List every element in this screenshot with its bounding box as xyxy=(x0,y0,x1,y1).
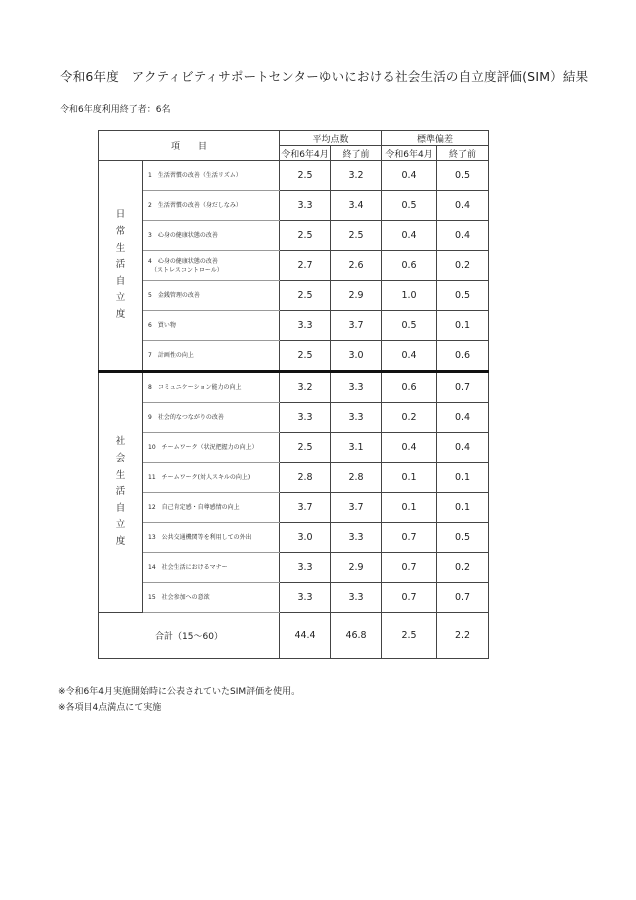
value-sd-start: 0.6 xyxy=(382,372,437,403)
group-label: 日 常 生 活 自 立 度 xyxy=(99,161,143,372)
table-row xyxy=(99,463,489,493)
value-sd-start: 1.0 xyxy=(382,281,437,311)
value-sd-end: 0.7 xyxy=(437,372,489,403)
item-label: 2 生活習慣の改善（身だしなみ） xyxy=(143,191,280,221)
value-avg-end: 2.6 xyxy=(331,251,382,281)
value-sd-end: 0.4 xyxy=(437,191,489,221)
item-label: 5 金銭管理の改善 xyxy=(143,281,280,311)
value-avg-start: 3.7 xyxy=(280,493,331,523)
header-sd-start: 令和6年4月 xyxy=(382,146,437,161)
item-label: 15 社会参加への意欲 xyxy=(143,583,280,613)
item-label: 10 チームワーク（状況把握力の向上） xyxy=(143,433,280,463)
table-row xyxy=(99,191,489,221)
table-row xyxy=(99,372,489,403)
value-sd-end: 0.2 xyxy=(437,553,489,583)
header-average: 平均点数 xyxy=(280,131,382,146)
value-sd-start: 0.5 xyxy=(382,191,437,221)
value-sd-start: 0.2 xyxy=(382,403,437,433)
value-sd-end: 0.2 xyxy=(437,251,489,281)
value-avg-end: 2.8 xyxy=(331,463,382,493)
value-avg-end: 3.3 xyxy=(331,372,382,403)
value-sd-end: 0.5 xyxy=(437,281,489,311)
value-sd-start: 0.4 xyxy=(382,433,437,463)
value-avg-start: 2.7 xyxy=(280,251,331,281)
participant-count: 令和6年度利用終了者：6名 xyxy=(60,105,171,115)
value-avg-end: 3.7 xyxy=(331,493,382,523)
total-avg-end: 46.8 xyxy=(331,613,382,659)
value-avg-end: 3.7 xyxy=(331,311,382,341)
total-sd-start: 2.5 xyxy=(382,613,437,659)
item-label: 14 社会生活におけるマナー xyxy=(143,553,280,583)
item-label: 8 コミュニケーション能力の向上 xyxy=(143,372,280,403)
table-row xyxy=(99,553,489,583)
value-sd-start: 0.6 xyxy=(382,251,437,281)
value-avg-end: 3.4 xyxy=(331,191,382,221)
value-avg-end: 2.9 xyxy=(331,553,382,583)
table-row xyxy=(99,281,489,311)
value-sd-start: 0.4 xyxy=(382,341,437,372)
value-avg-start: 3.3 xyxy=(280,311,331,341)
value-sd-end: 0.4 xyxy=(437,221,489,251)
value-sd-start: 0.7 xyxy=(382,553,437,583)
item-label: 3 心身の健康状態の改善 xyxy=(143,221,280,251)
value-avg-end: 3.0 xyxy=(331,341,382,372)
table-row xyxy=(99,583,489,613)
item-label: 4 心身の健康状態の改善 （ストレスコントロール） xyxy=(143,251,280,281)
value-sd-start: 0.4 xyxy=(382,221,437,251)
group-label: 社 会 生 活 自 立 度 xyxy=(99,372,143,613)
value-sd-start: 0.4 xyxy=(382,161,437,191)
value-avg-end: 3.3 xyxy=(331,523,382,553)
value-sd-end: 0.1 xyxy=(437,463,489,493)
header-avg-end: 終了前 xyxy=(331,146,382,161)
sim-results-table xyxy=(98,130,489,659)
value-avg-start: 2.5 xyxy=(280,433,331,463)
value-avg-start: 3.3 xyxy=(280,403,331,433)
header-item: 項 目 xyxy=(99,131,280,161)
value-sd-start: 0.7 xyxy=(382,583,437,613)
value-avg-start: 2.5 xyxy=(280,221,331,251)
value-avg-start: 2.8 xyxy=(280,463,331,493)
item-label: 6 買い物 xyxy=(143,311,280,341)
value-avg-end: 3.3 xyxy=(331,403,382,433)
header-avg-start: 令和6年4月 xyxy=(280,146,331,161)
item-label: 7 計画性の向上 xyxy=(143,341,280,372)
page-title: 令和6年度 アクティビティサポートセンターゆいにおける社会生活の自立度評価(SIM）結果 xyxy=(60,69,589,84)
total-sd-end: 2.2 xyxy=(437,613,489,659)
value-avg-start: 3.3 xyxy=(280,191,331,221)
value-avg-start: 3.0 xyxy=(280,523,331,553)
value-sd-end: 0.5 xyxy=(437,523,489,553)
value-avg-start: 2.5 xyxy=(280,161,331,191)
value-avg-end: 2.9 xyxy=(331,281,382,311)
value-sd-end: 0.7 xyxy=(437,583,489,613)
item-label: 12 自己肯定感・自尊感情の向上 xyxy=(143,493,280,523)
total-avg-start: 44.4 xyxy=(280,613,331,659)
value-avg-end: 2.5 xyxy=(331,221,382,251)
value-sd-start: 0.1 xyxy=(382,463,437,493)
table-row xyxy=(99,403,489,433)
total-label: 合計（15〜60） xyxy=(99,613,280,659)
value-sd-end: 0.1 xyxy=(437,311,489,341)
value-avg-start: 3.3 xyxy=(280,583,331,613)
note-method: ※令和6年4月実施開始時に公表されていたSIM評価を使用。 xyxy=(58,687,301,697)
table-row xyxy=(99,161,489,191)
value-sd-end: 0.4 xyxy=(437,433,489,463)
value-avg-start: 3.3 xyxy=(280,553,331,583)
table-row xyxy=(99,341,489,372)
value-avg-start: 2.5 xyxy=(280,281,331,311)
table-row xyxy=(99,493,489,523)
item-label: 1 生活習慣の改善（生活リズム） xyxy=(143,161,280,191)
value-sd-end: 0.6 xyxy=(437,341,489,372)
value-avg-end: 3.3 xyxy=(331,583,382,613)
value-avg-end: 3.2 xyxy=(331,161,382,191)
note-scoring: ※各項目4点満点にて実施 xyxy=(58,703,162,713)
item-label: 9 社会的なつながりの改善 xyxy=(143,403,280,433)
table-row xyxy=(99,221,489,251)
value-avg-start: 2.5 xyxy=(280,341,331,372)
value-sd-end: 0.4 xyxy=(437,403,489,433)
total-row xyxy=(99,613,489,659)
value-sd-start: 0.1 xyxy=(382,493,437,523)
value-sd-start: 0.5 xyxy=(382,311,437,341)
item-label: 11 チームワーク(対人スキルの向上) xyxy=(143,463,280,493)
item-label: 13 公共交通機関等を利用しての外出 xyxy=(143,523,280,553)
value-sd-end: 0.1 xyxy=(437,493,489,523)
header-sd-end: 終了前 xyxy=(437,146,489,161)
value-sd-start: 0.7 xyxy=(382,523,437,553)
table-row xyxy=(99,433,489,463)
value-avg-start: 3.2 xyxy=(280,372,331,403)
table-row xyxy=(99,523,489,553)
value-avg-end: 3.1 xyxy=(331,433,382,463)
header-std-dev: 標準偏差 xyxy=(382,131,489,146)
table-row xyxy=(99,311,489,341)
value-sd-end: 0.5 xyxy=(437,161,489,191)
table-row xyxy=(99,251,489,281)
